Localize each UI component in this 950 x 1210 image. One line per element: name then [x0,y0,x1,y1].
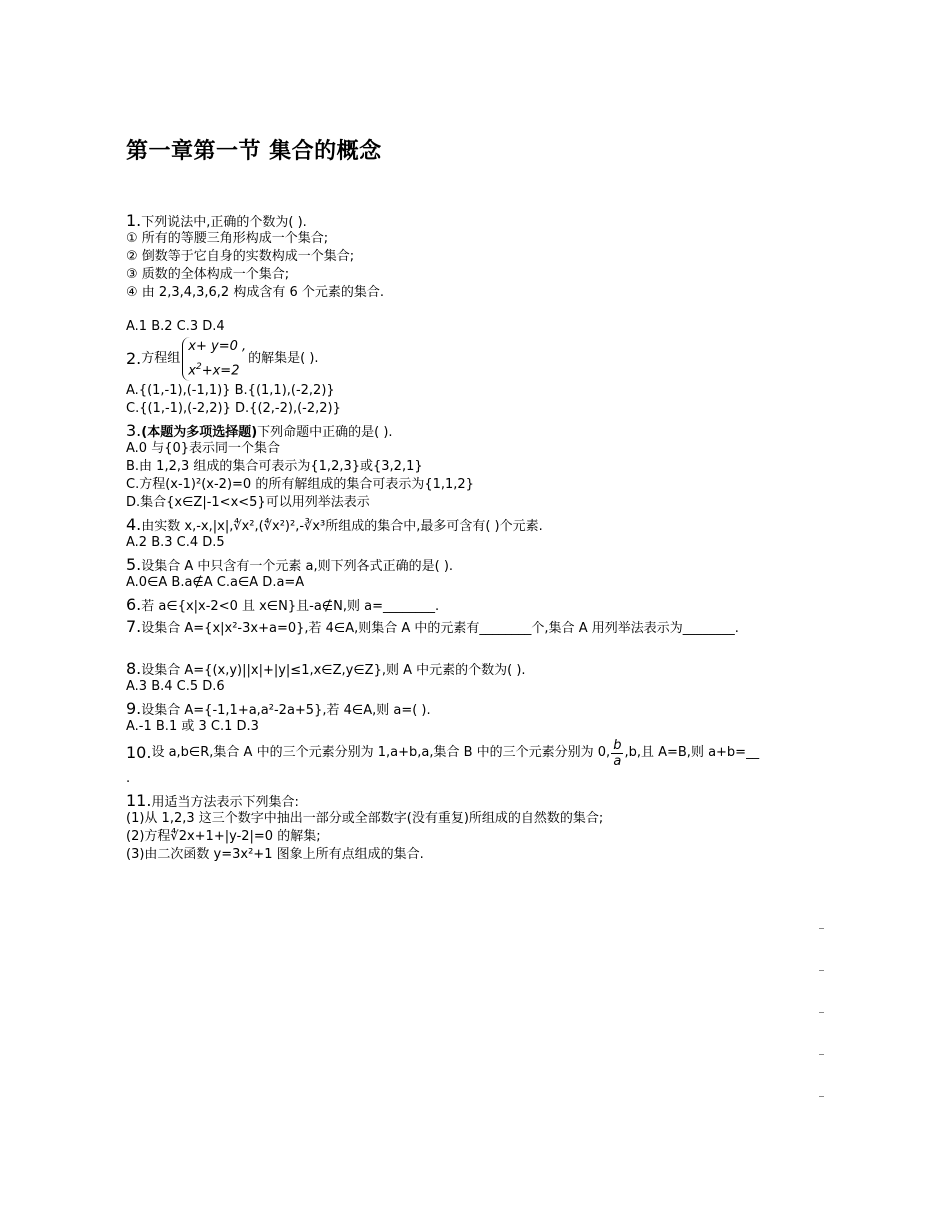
sub-question: (2)方程∜2x+1+|y-2|=0 的解集; [126,829,321,844]
question-list [126,212,836,864]
question-text: 设集合 A={(x,y)||x|+|y|≤1,x∈Z,y∈Z},则 A 中元素的个数为( ). [141,663,526,678]
question-9 [126,700,836,736]
question-8 [126,660,836,696]
question-3 [126,422,836,512]
answer-options: A.3 B.4 C.5 D.6 [126,679,225,694]
question-text: 设集合 A={-1,1+a,a²-2a+5},若 4∈A,则 a=( ). [141,703,431,718]
answer-options: A.0∈A B.a∉A C.a∈A D.a=A [126,575,305,590]
question-text: 方程组 [141,351,181,366]
question-text: 设集合 A 中只含有一个元素 a,则下列各式正确的是( ). [141,559,454,574]
statement-item: ④ 由 2,3,4,3,6,2 构成含有 6 个元素的集合. [126,285,385,300]
question-number: 1. [126,211,142,230]
question-11 [126,792,836,864]
question-text-tail: . [126,771,131,786]
question-1 [126,212,836,336]
question-number: 11. [126,791,152,810]
sub-question: (3)由二次函数 y=3x²+1 图象上所有点组成的集合. [126,847,424,862]
answer-options: A.{(1,-1),(-1,1)} B.{(1,1),(-2,2)} [126,383,335,398]
fraction-numerator: b [613,737,622,753]
question-number: 2. [126,349,142,368]
question-number: 4. [126,515,142,534]
question-6 [126,596,836,614]
answer-options: A.1 B.2 C.3 D.4 [126,319,225,334]
margin-dash [819,1012,824,1013]
question-number: 10. [126,743,152,762]
equation-1: x+ y=0 , [188,338,247,354]
margin-dash [819,1096,824,1097]
question-number: 8. [126,659,142,678]
question-text-suffix: 的解集是( ). [248,351,319,366]
question-text: 下列说法中,正确的个数为( ). [141,215,307,230]
fraction-b-over-a [611,738,623,769]
question-tag: (本题为多项选择题) [141,425,258,440]
question-number: 7. [126,617,142,636]
question-text: 用适当方法表示下列集合: [151,795,299,810]
question-text: 若 a∈{x|x-2<0 且 x∈N}且-a∉N,则 a=________. [141,599,440,614]
margin-dash [819,1054,824,1055]
answer-option: C.方程(x-1)²(x-2)=0 的所有解组成的集合可表示为{1,1,2} [126,477,474,492]
question-5 [126,556,836,592]
equation-system [182,337,246,381]
answer-options: A.2 B.3 C.4 D.5 [126,535,225,550]
margin-dash [819,928,824,929]
fraction-denominator: a [613,753,622,769]
sub-question: (1)从 1,2,3 这三个数字中抽出一部分或全部数字(没有重复)所组成的自然数的集合; [126,811,604,826]
answer-option: D.集合{x∈Z|-1<x<5}可以用列举法表示 [126,495,370,510]
question-2 [126,336,836,418]
answer-option: A.0 与{0}表示同一个集合 [126,441,281,456]
question-text-suffix: ,b,且 A=B,则 a+b=__ [624,745,760,760]
question-7 [126,618,836,636]
question-4 [126,516,836,552]
question-number: 5. [126,555,142,574]
question-number: 3. [126,421,142,440]
statement-item: ② 倒数等于它自身的实数构成一个集合; [126,249,355,264]
answer-options: C.{(1,-1),(-2,2)} D.{(2,-2),(-2,2)} [126,401,341,416]
question-text: 由实数 x,-x,|x|,∜x²,(∜x²)²,-∛x³所组成的集合中,最多可含有( )个元素. [141,519,543,534]
statement-item: ① 所有的等腰三角形构成一个集合; [126,231,329,246]
question-text: 下列命题中正确的是( ). [257,425,393,440]
equation-2: $x^2+x=2$ [188,361,240,379]
page-title: 第一章第一节 集合的概念 [126,139,382,164]
question-number: 9. [126,699,142,718]
question-text: 设 a,b∈R,集合 A 中的三个元素分别为 1,a+b,a,集合 B 中的三个元素分别为 0, [151,745,611,760]
question-number: 6. [126,595,142,614]
statement-item: ③ 质数的全体构成一个集合; [126,267,290,282]
question-text: 设集合 A={x|x²-3x+a=0},若 4∈A,则集合 A 中的元素有________个,集合 A 用列举法表示为________. [141,621,739,636]
answer-options: A.-1 B.1 或 3 C.1 D.3 [126,719,259,734]
question-10 [126,736,836,788]
margin-dash [819,970,824,971]
answer-option: B.由 1,2,3 组成的集合可表示为{1,2,3}或{3,2,1} [126,459,423,474]
